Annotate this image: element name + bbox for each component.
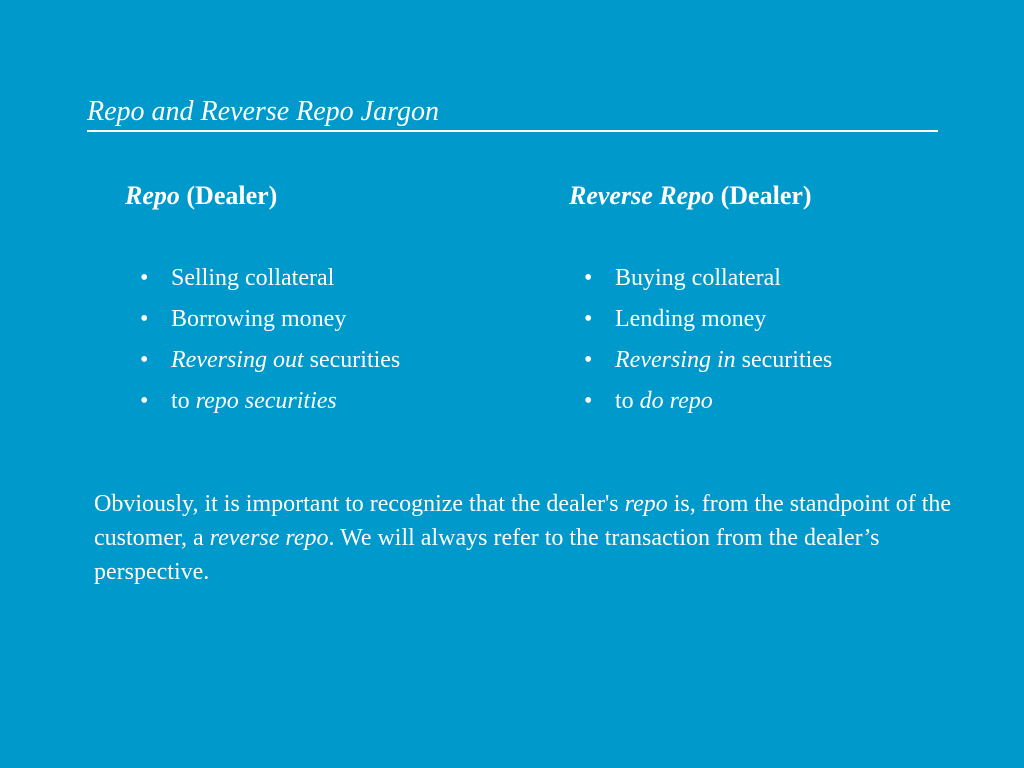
note-term-repo: repo [624, 491, 668, 517]
item-text: Buying collateral [615, 265, 781, 291]
bullet-icon: • [584, 265, 593, 291]
bullet-icon: • [584, 306, 593, 332]
bullet-icon: • [140, 347, 149, 373]
bullet-icon: • [140, 306, 149, 332]
reverse-repo-heading-role: (Dealer) [714, 181, 812, 210]
list-item [140, 299, 525, 340]
list-item [140, 381, 525, 422]
item-text: Selling collateral [171, 265, 335, 291]
item-italic: Reversing out [171, 347, 304, 373]
item-trail-italic: repo securities [195, 388, 337, 414]
bullet-icon: • [584, 347, 593, 373]
bullet-icon: • [140, 388, 149, 414]
item-trail-italic: do repo [639, 388, 713, 414]
item-text: Lending money [615, 306, 767, 332]
bullet-icon: • [140, 265, 149, 291]
repo-heading-term: Repo [125, 181, 180, 210]
reverse-repo-heading [569, 178, 989, 214]
item-text: to [171, 388, 196, 414]
note-term-reverse-repo: reverse repo [209, 525, 329, 551]
reverse-repo-bullet-list [584, 258, 989, 422]
list-item [584, 381, 989, 422]
repo-column [125, 178, 525, 422]
item-text: securities [735, 347, 833, 373]
item-text: to [615, 388, 640, 414]
reverse-repo-heading-term: Reverse Repo [569, 181, 715, 210]
item-text: securities [303, 347, 401, 373]
item-text: Borrowing money [171, 306, 347, 332]
list-item [140, 340, 525, 381]
repo-heading-role: (Dealer) [179, 181, 278, 210]
list-item [584, 299, 989, 340]
reverse-repo-column [569, 178, 989, 422]
slide-title: Repo and Reverse Repo Jargon [87, 94, 938, 132]
list-item [584, 340, 989, 381]
note-text: Obviously, it is important to recognize that the dealer's [94, 491, 625, 517]
list-item [584, 258, 989, 299]
repo-heading [125, 178, 525, 214]
item-italic: Reversing in [615, 347, 736, 373]
bullet-icon: • [584, 388, 593, 414]
explanatory-note [94, 487, 954, 589]
note-text: is, from the standpoint of the customer, a [94, 491, 952, 551]
list-item [140, 258, 525, 299]
note-text: . We will always refer to the transaction from the dealer’s perspective. [94, 525, 880, 585]
repo-bullet-list [140, 258, 525, 422]
